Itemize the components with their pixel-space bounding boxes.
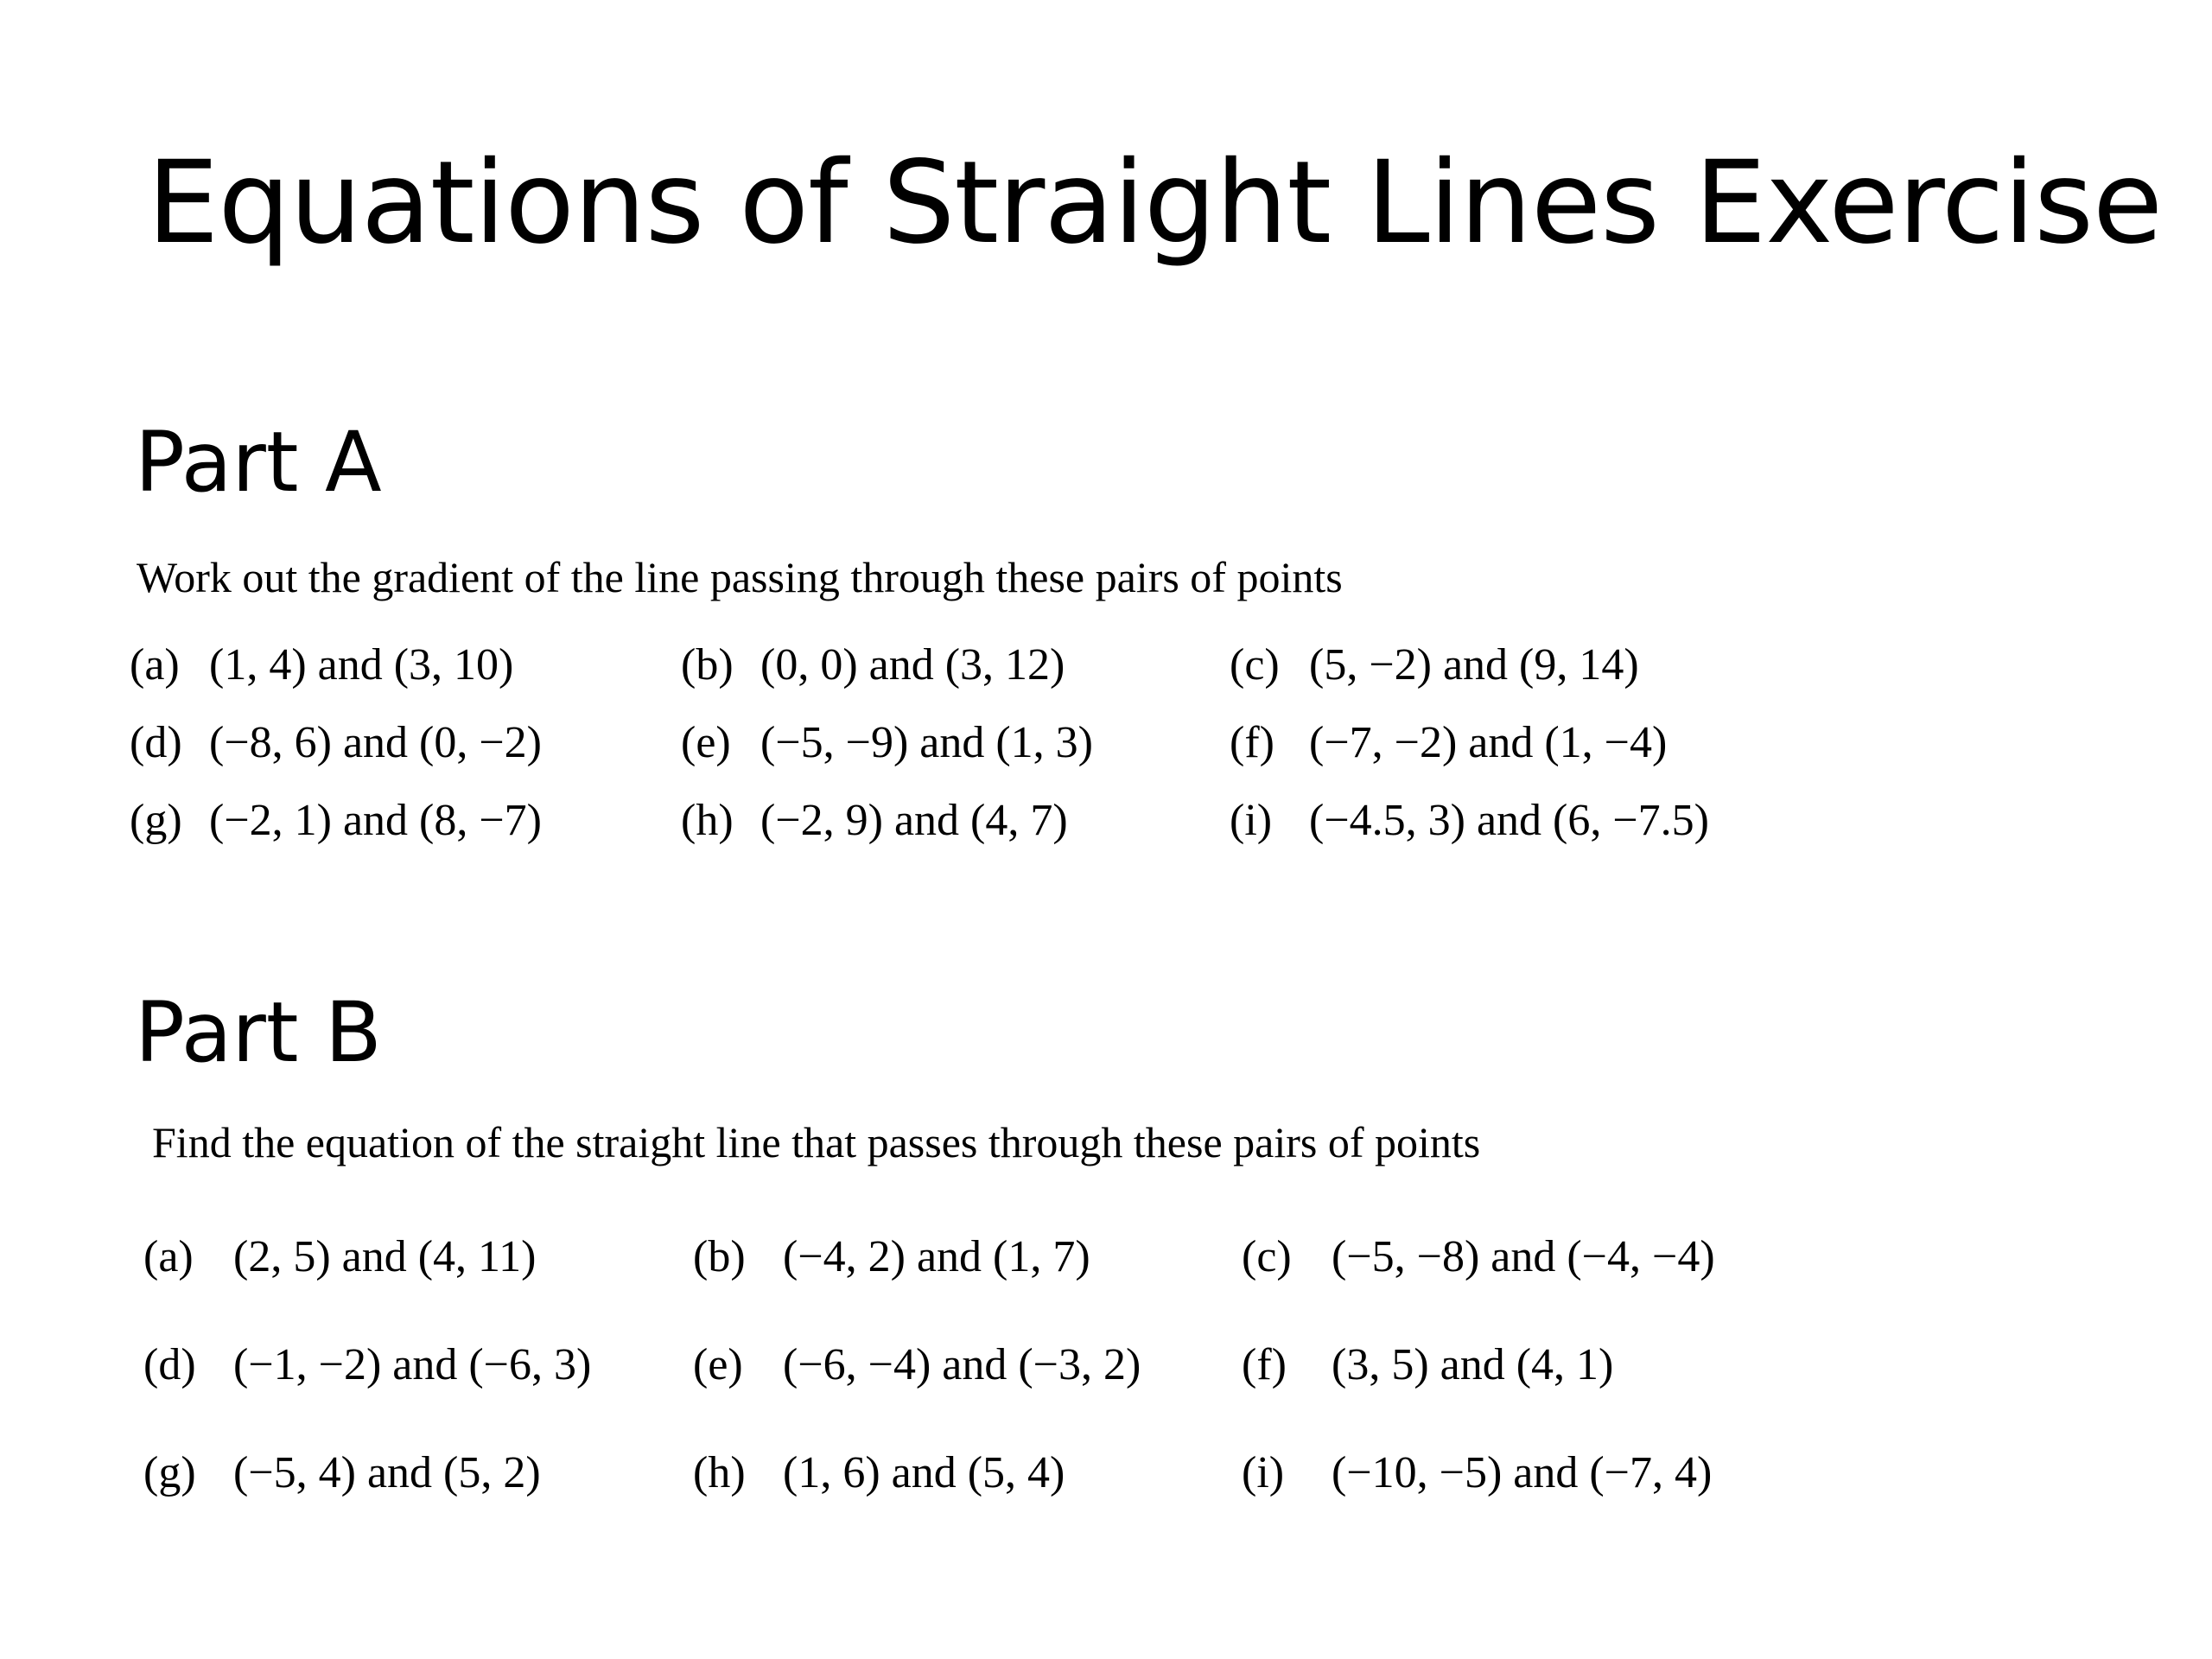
question-label: (e) [681, 718, 731, 767]
question-item [130, 713, 542, 773]
question-label: (a) [130, 640, 180, 690]
question-points: (3, 5) and (4, 1) [1332, 1340, 1614, 1389]
question-points: (−1, −2) and (−6, 3) [233, 1340, 592, 1389]
question-row [0, 1443, 1901, 1503]
question-item [1242, 1443, 1712, 1503]
question-points: (−10, −5) and (−7, 4) [1332, 1448, 1713, 1497]
question-points: (0, 0) and (3, 12) [760, 640, 1065, 690]
question-points: (−5, 4) and (5, 2) [233, 1448, 541, 1497]
question-points: (−5, −8) and (−4, −4) [1332, 1232, 1715, 1281]
part-a-instruction: Work out the gradient of the line passing through these pairs of points [137, 553, 1343, 601]
question-label: (e) [693, 1340, 743, 1389]
part-b-instruction: Find the equation of the straight line that passes through these pairs of points [152, 1118, 1481, 1166]
question-item [143, 1227, 536, 1287]
question-label: (f) [1230, 718, 1274, 767]
question-item [143, 1335, 591, 1395]
question-points: (1, 6) and (5, 4) [783, 1448, 1065, 1497]
question-row [0, 635, 1901, 696]
question-row [0, 713, 1901, 773]
question-points: (−7, −2) and (1, −4) [1309, 718, 1668, 767]
question-item [1242, 1227, 1715, 1287]
question-points: (−6, −4) and (−3, 2) [783, 1340, 1141, 1389]
question-item [681, 791, 1068, 851]
question-points: (1, 4) and (3, 10) [209, 640, 514, 690]
question-item [681, 713, 1093, 773]
question-item [693, 1335, 1141, 1395]
question-points: (−5, −9) and (1, 3) [760, 718, 1093, 767]
question-label: (a) [143, 1232, 194, 1281]
question-label: (c) [1242, 1232, 1292, 1281]
question-item [1242, 1335, 1613, 1395]
question-label: (i) [1230, 796, 1273, 845]
question-item [143, 1443, 541, 1503]
question-points: (5, −2) and (9, 14) [1309, 640, 1639, 690]
question-row [0, 1227, 1901, 1287]
question-label: (f) [1242, 1340, 1287, 1389]
part-b-heading: Part B [135, 984, 382, 1081]
question-points: (−4, 2) and (1, 7) [783, 1232, 1090, 1281]
question-label: (i) [1242, 1448, 1285, 1497]
question-item [130, 635, 513, 696]
question-row [0, 791, 1901, 851]
question-label: (c) [1230, 640, 1280, 690]
question-item [681, 635, 1065, 696]
question-points: (−4.5, 3) and (6, −7.5) [1309, 796, 1709, 845]
question-item [1230, 791, 1709, 851]
question-points: (2, 5) and (4, 11) [233, 1232, 537, 1281]
question-label: (d) [130, 718, 182, 767]
part-a-heading: Part A [135, 414, 382, 511]
question-item [130, 791, 542, 851]
question-item [693, 1443, 1065, 1503]
question-label: (d) [143, 1340, 196, 1389]
question-label: (g) [130, 796, 182, 845]
question-points: (−8, 6) and (0, −2) [209, 718, 542, 767]
question-points: (−2, 1) and (8, −7) [209, 796, 542, 845]
question-label: (h) [693, 1448, 746, 1497]
question-label: (b) [681, 640, 734, 690]
question-item [693, 1227, 1090, 1287]
question-points: (−2, 9) and (4, 7) [760, 796, 1068, 845]
question-row [0, 1335, 1901, 1395]
question-label: (h) [681, 796, 734, 845]
question-label: (g) [143, 1448, 196, 1497]
question-item [1230, 713, 1667, 773]
page-title: Equations of Straight Lines Exercise [147, 137, 2163, 270]
question-item [1230, 635, 1639, 696]
question-label: (b) [693, 1232, 746, 1281]
